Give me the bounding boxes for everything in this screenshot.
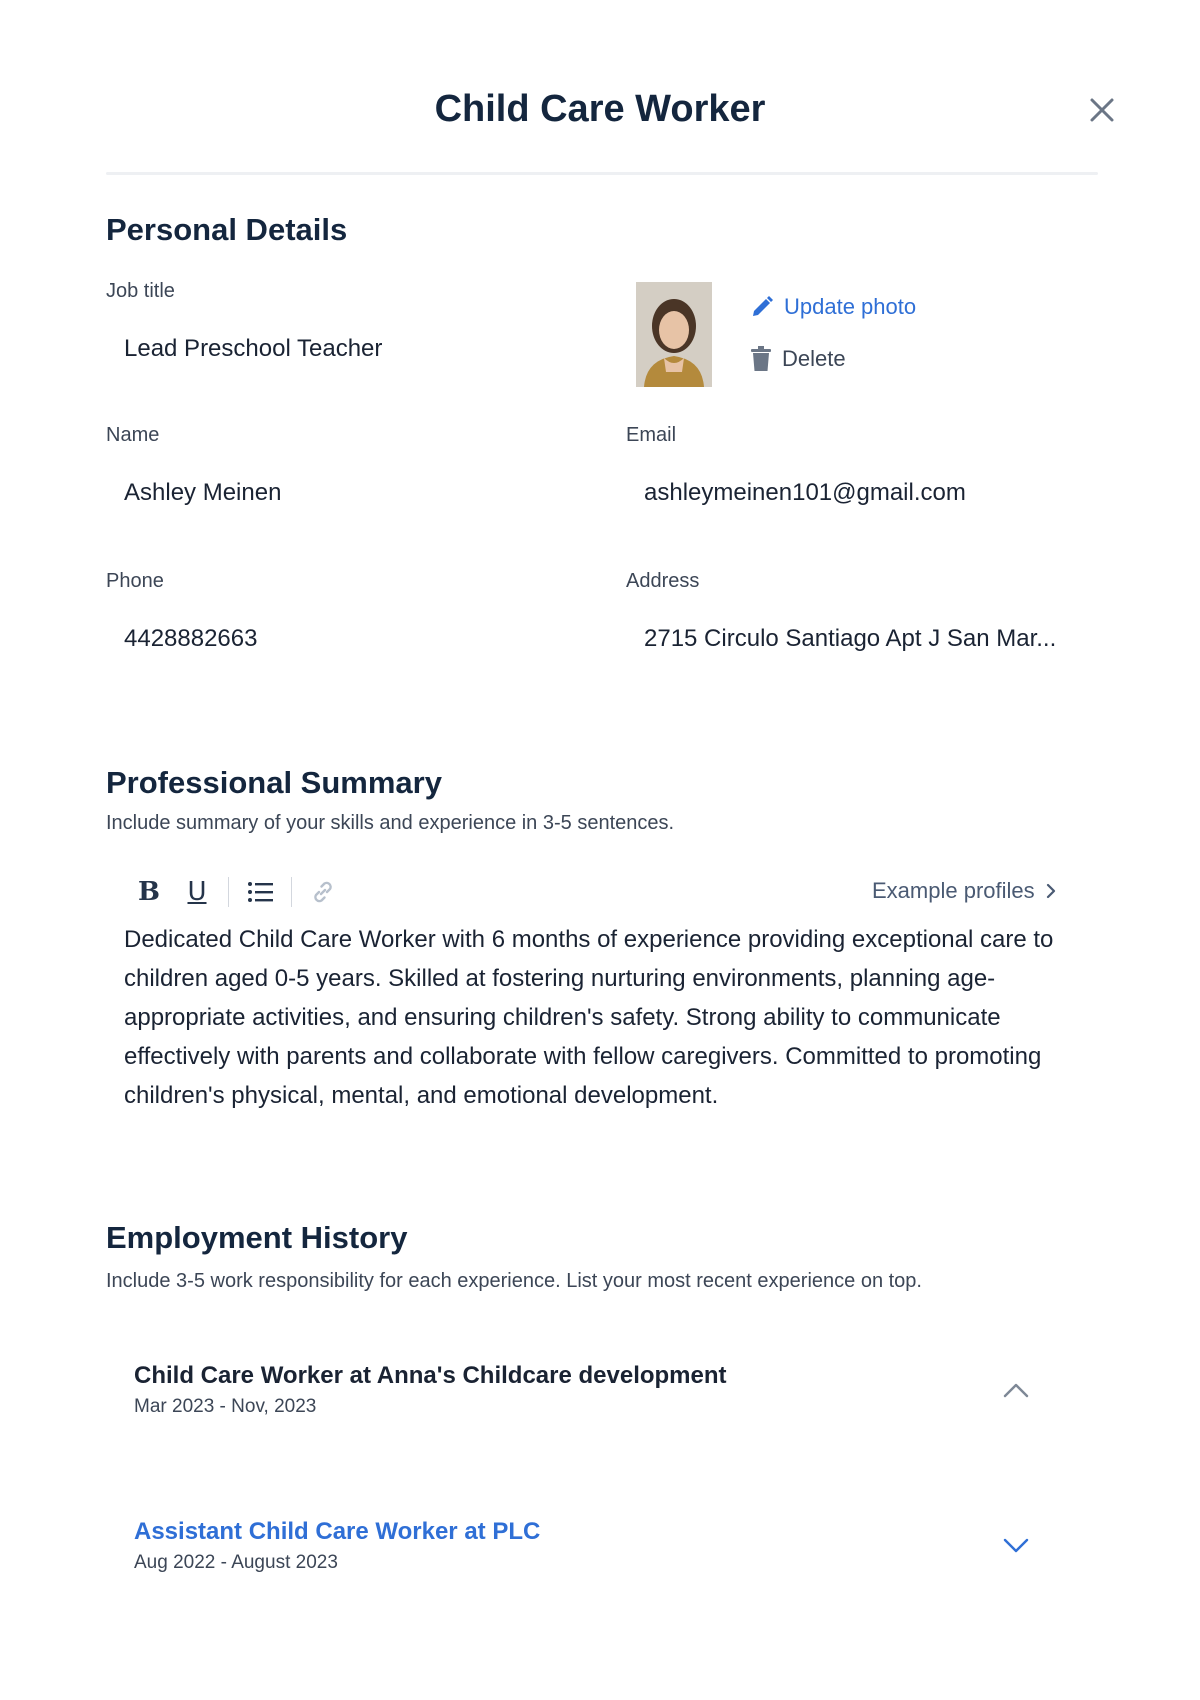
address-label: Address (626, 570, 700, 592)
employment-history-hint: Include 3-5 work responsibility for each experience. List your most recent experience on top. (106, 1270, 922, 1292)
delete-photo-label: Delete (782, 346, 846, 371)
profile-photo (636, 282, 712, 387)
example-profiles-label: Example profiles (872, 878, 1035, 903)
chevron-up-icon (1002, 1381, 1030, 1399)
close-icon (1089, 97, 1115, 123)
name-label: Name (106, 424, 160, 446)
job-title-field[interactable]: Lead Preschool Teacher (124, 335, 383, 362)
job-dates: Mar 2023 - Nov, 2023 (134, 1396, 317, 1417)
avatar (636, 282, 712, 387)
editor-toolbar (132, 872, 340, 912)
bold-button[interactable]: B (138, 877, 160, 907)
toolbar-divider (291, 877, 292, 907)
job-dates: Aug 2022 - August 2023 (134, 1552, 338, 1573)
job-title: Assistant Child Care Worker at PLC (134, 1518, 541, 1545)
trash-icon (750, 346, 772, 372)
pencil-icon (750, 295, 774, 319)
toolbar-divider (228, 877, 229, 907)
email-label: Email (626, 424, 677, 446)
example-profiles-link[interactable] (872, 878, 1057, 904)
professional-summary-heading: Professional Summary (106, 765, 442, 800)
summary-editor[interactable]: Dedicated Child Care Worker with 6 months of experience providing exceptional care to children aged 0-5 years. Skilled at fostering nurturing environments, planning age-appropriate activities, and ensuring children's safety. Strong ability to communicate effectively with parents and collaborate with fellow caregivers. Committed to promoting children's physical, mental, and emotional development. (124, 926, 1054, 1109)
close-button[interactable] (1088, 96, 1116, 124)
job-item-collapsed[interactable] (134, 1518, 1034, 1598)
link-icon (310, 879, 336, 905)
bullet-list-button[interactable] (243, 875, 277, 909)
phone-field[interactable]: 4428882663 (124, 625, 258, 652)
page-title: Child Care Worker (434, 88, 766, 130)
phone-label: Phone (106, 570, 164, 592)
expand-button[interactable] (998, 1528, 1034, 1564)
underline-button[interactable]: U (187, 877, 207, 907)
job-title: Child Care Worker at Anna's Childcare development (134, 1362, 727, 1389)
chevron-down-icon (1002, 1537, 1030, 1555)
update-photo-label: Update photo (784, 294, 917, 319)
address-field[interactable]: 2715 Circulo Santiago Apt J San Mar... (644, 625, 1057, 652)
personal-details-heading: Personal Details (106, 212, 348, 247)
name-field[interactable]: Ashley Meinen (124, 479, 282, 506)
header-divider (106, 172, 1098, 175)
link-button[interactable] (306, 875, 340, 909)
employment-history-heading: Employment History (106, 1220, 408, 1255)
bullet-list-icon (247, 880, 273, 904)
delete-photo-button[interactable] (750, 346, 846, 372)
job-item-expanded[interactable] (134, 1362, 1034, 1442)
professional-summary-hint: Include summary of your skills and experience in 3-5 sentences. (106, 812, 675, 834)
email-field[interactable]: ashleymeinen101@gmail.com (644, 479, 966, 506)
chevron-right-icon (1045, 882, 1057, 900)
job-title-label: Job title (106, 280, 175, 302)
update-photo-button[interactable] (750, 294, 916, 320)
collapse-button[interactable] (998, 1372, 1034, 1408)
